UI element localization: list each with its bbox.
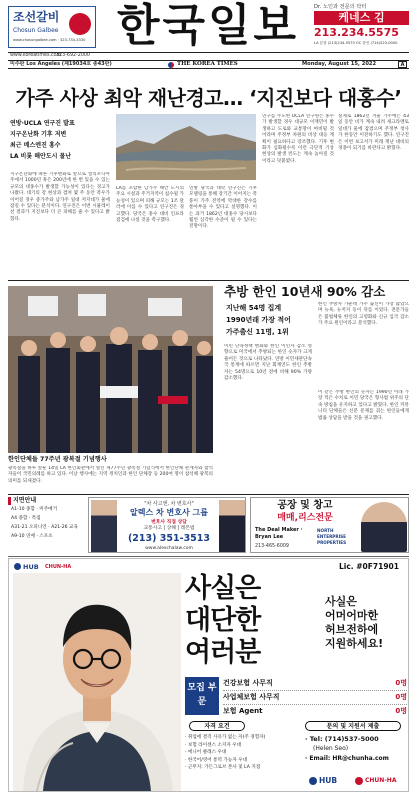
lead-body-col3: 연방 당국과 대학 연구진은 기후 모델링을 통해 장기간 이어지는 폭풍이 가주 전역에 막대한 강수를 쏟아부을 수 있다고 설명했다. 이는 과거 1862년 대홍수 당시보다 훨씬 심각한 수준이 될 수 있다는 전망이다.	[189, 186, 257, 230]
masthead-website: www.koreatimes.com	[10, 53, 62, 58]
second-body-col1: 이민 단속정책 변화와 한인 이민자 감소 영향으로 미국에서 추방되는 한인 숫자가 크게 줄어든 것으로 나타났다. 연방 이민세관단속국 통계에 따르면 지난 회계연도 한인 추방자는 54명으로 10년 전에 비해 90% 가량 감소했다.	[224, 344, 312, 382]
lawyer-ad-name: 알렉스 차 변호사 그룹	[130, 508, 208, 517]
second-deck-line: 가주출신 11명, 1위	[226, 328, 289, 336]
qual-item: · 한국어/영어 통역 가능자 우대	[185, 757, 248, 763]
ceremony-crowd-image	[8, 286, 213, 453]
lead-body-col5: 실제로 1862년 겨울 가주에는 43일 동안 비가 계속 내려 새크라멘토 일대가 물에 잠겼으며 주정부 청사가 한동안 이전하기도 했다. 연구진은 이번 보고서가 미래 재난 대비의 경종이 되기를 바란다고 밝혔다.	[338, 114, 409, 152]
galbi-logo-icon	[69, 13, 91, 35]
photo-caption-text: 광복절을 하루 앞둔 14일 LA 한인회관에서 열린 제77주년 광복절 기념식에서 한인단체 관계자와 참석자들이 국민의례를 하고 있다. 이날 행사에는 지역 정치인과 한인 단체장 등 200여 명이 참석해 광복의 의미를 되새겼다.	[8, 466, 213, 484]
hub-logo-text: HUB	[23, 562, 39, 571]
hub-big-line2: 대단한	[185, 605, 261, 636]
lead-deck-line: 연방·UCLA 연구진 발표	[10, 120, 75, 127]
lead-deck-line: 최근 메스엔진 홍수	[10, 142, 61, 149]
re-ad-company: NORTH ENTERPRISE PROPERTIES	[317, 528, 347, 545]
masthead-left-ad[interactable]	[8, 6, 96, 48]
index-item[interactable]: A1-10 종합 · 미주매거	[11, 506, 58, 512]
doctor-ad-line1: Dr. 노인과 전문의 닥터	[314, 4, 367, 10]
paper-name-logo-icon	[168, 62, 174, 68]
issue-date: Monday, August 15, 2022	[302, 61, 377, 67]
lawyer-photo	[91, 500, 117, 552]
newspaper-title: 한국일보	[116, 0, 299, 51]
contact-name: (Helen Seo)	[313, 745, 349, 752]
galbi-ad-sub: Chosun Galbee	[13, 27, 59, 34]
recruit-item-label: 건강보험 사무직	[223, 679, 273, 687]
flood-landscape-image	[116, 114, 256, 180]
hub-side-line: 사실은	[325, 595, 357, 608]
re-ad-sub: 매매,리스전문	[277, 513, 333, 523]
lead-body-col1: 지구온난화에 따른 기후변화로 앞으로 캘리포니아 주에서 1000년 혹은 200년에 한 번 있을 수 있는 규모의 대홍수가 발생할 가능성이 있다는 경고가 나왔다. 대기의 강 현상과 겹쳐 몇 주 동안 폭우가 이어질 경우 중가주와 남가주 일대 저지대가 물에 잠길 수 있다는 분석이다. 연구진은 이번 시뮬레이션 결과가 지진보다 더 큰 피해를 줄 수 있다고 밝혔다.	[10, 172, 110, 222]
qual-item: · 보험 라이센스 소지자 우대	[185, 742, 242, 748]
lead-deck	[10, 118, 110, 162]
recruit-item-count: 0명	[395, 707, 407, 715]
qual-title: 자격 요건	[189, 721, 245, 731]
paper-name-en: THE KOREA TIMES	[177, 61, 238, 67]
index-title: 지면안내	[8, 497, 86, 505]
hub-side-line: 어머어마한	[325, 609, 379, 622]
smiling-man-image	[13, 573, 181, 791]
section-divider	[8, 494, 409, 495]
section-divider	[8, 280, 409, 281]
lawyer-ad-sub: 변호사 직접 상담	[151, 520, 187, 525]
qual-item: · 근무지: 가든그로브 본사 및 LA 지점	[185, 765, 261, 770]
lawyer-ad[interactable]	[88, 497, 246, 553]
doctor-ad-addr: LA 본점 (213)234-5575 OC 한인 (714)523-0000	[314, 41, 398, 45]
index-item[interactable]: A4 종합 · 특집	[11, 515, 41, 521]
galbi-ad-title: 조선갈비	[13, 10, 60, 24]
contact-tel[interactable]: · Tel: (714)537-5000	[305, 735, 379, 743]
hub-footer-logo-icon	[309, 777, 317, 785]
qual-list	[185, 734, 295, 772]
index-box	[8, 497, 86, 553]
recruit-item-count: 0명	[395, 693, 407, 701]
galbi-ad-line: www.chosungalbee.com · 323-734-3330	[13, 38, 86, 42]
re-ad-name: The Deal Maker · Bryan Lee	[255, 527, 303, 540]
index-item[interactable]: A31-21 오피니언 · A21-26 교육	[11, 524, 78, 530]
lead-body-col2: LA를 포함한 남가주 해안 도시의 주요 시설과 주거지역이 침수될 가능성이 있으며 피해 규모는 1조 달러에 이를 수 있다고 연구진은 경고했다. 당국은 홍수 대비 인프라 점검에 나설 것을 촉구했다.	[116, 186, 184, 224]
lawyer-ad-sub2: 교통사고 | 상해 | 레몬법	[143, 526, 195, 531]
contact-title: 문의 및 지원서 제출	[305, 721, 401, 731]
contact-email[interactable]: · Email: HR@chunha.com	[305, 755, 389, 762]
lawyer-ad-phone[interactable]: (213) 351-3513	[127, 533, 211, 544]
re-agent-photo	[361, 502, 407, 552]
second-deck	[226, 302, 316, 338]
re-ad-title: 공장 및 창고	[277, 500, 333, 511]
recruit-item-count: 0명	[395, 679, 407, 687]
recruit-label: 모집 부문	[185, 677, 219, 715]
section-letter: A	[398, 61, 407, 68]
second-headline[interactable]: 추방 한인 10년새 90% 감소	[224, 284, 386, 299]
hub-big-line3: 여러분	[185, 637, 261, 668]
section-divider	[8, 556, 409, 557]
hub-big-line1: 사실은	[185, 573, 261, 604]
lawyer-photo-2	[219, 500, 245, 552]
hub-model-photo	[13, 573, 181, 791]
lawyer-ad-tag: "차 사고엔, 차 변호사"	[144, 501, 194, 507]
lead-deck-line: LA 비롯 해안도시 물난	[10, 153, 72, 160]
recruit-list	[223, 677, 407, 718]
second-body-col2: 한인 추방자 가운데 가주 출신이 가장 많았으며 뉴욕, 뉴저지 등이 뒤를 이었다. 전문가들은 불법체류 한인의 고령화와 신규 입국 감소가 주요 원인이라고 분석했다.	[318, 302, 409, 327]
hub-ad[interactable]	[8, 558, 409, 792]
recruit-item-label: 보험 Agent	[223, 707, 263, 715]
hub-side-line: 허브전하에	[325, 623, 379, 636]
license-number: Lic. #0F71901	[339, 562, 399, 571]
masthead-right-ad[interactable]	[312, 4, 410, 48]
qual-item: · 취업에 결격 사유가 없는 자(주 경험자)	[185, 735, 266, 740]
hub-footer-partner-icon	[355, 777, 363, 785]
hub-side-copy	[325, 595, 409, 651]
re-ad-phone[interactable]: 213-465-6009	[255, 544, 289, 549]
real-estate-ad[interactable]	[250, 497, 409, 553]
second-deck-line: 지난해 54명 집계	[226, 304, 282, 312]
lead-body-col4: 연구를 주도한 UCLA 연구원은 홍수가 발생할 경우 대규모 이재민이 발생하고 도로와 교통망이 마비될 것이라며 주정부 차원의 비상 대응 계획이 필요하다고 강조했다. 기후 변화가 심화될수록 이런 극단적 기상 현상의 발생 빈도는 계속 높아질 것이라고 덧붙였다.	[262, 114, 334, 164]
doctor-ad-phone: 213.234.5575	[314, 26, 399, 39]
ceremony-photo	[8, 286, 213, 453]
second-deck-line: 1990년래 가장 적어	[226, 316, 291, 324]
recruit-item	[223, 705, 407, 718]
qual-item: · 에니어 클래스 우대	[185, 750, 227, 755]
lead-deck-line: 지구온난화 기후 저변	[10, 131, 67, 138]
hub-footer-brand: HUB	[319, 776, 338, 785]
recruit-item-label: 사업체보험 사무직	[223, 693, 280, 701]
second-body-col3: 이 같은 추방 한인의 숫자는 1990년 이래 가장 적은 수치로 이민 당국은 형사범 위주의 단속 방침을 유지하고 있다고 밝혔다. 한인 커뮤니티 단체들은 신분 문제를 겪는 한인들에게 법률 상담을 받을 것을 권고했다.	[318, 390, 409, 421]
doctor-ad-name: 케네스 김	[314, 11, 409, 25]
recruit-item	[223, 677, 407, 691]
lawyer-ad-web[interactable]: www.alexchalaw.com	[145, 546, 193, 551]
chunha-logo-text: CHUN-HA	[45, 563, 72, 570]
lead-photo	[116, 114, 256, 180]
hub-logo-icon	[14, 563, 21, 570]
index-item[interactable]: A9-10 연예 · 스포츠	[11, 533, 53, 539]
lead-headline[interactable]: 가주 사상 최악 재난경고… ‘지진보다 대홍수’	[15, 86, 402, 110]
edition-info: 미주판 Los Angeles (제19034호 종43판)	[10, 61, 112, 67]
photo-caption-title: 한인단체들 77주년 광복절 기념행사	[8, 456, 107, 463]
recruit-item	[223, 691, 407, 705]
hub-side-line: 지원하세요!	[325, 637, 384, 650]
masthead-phone: 323-692-2000	[56, 53, 90, 58]
hub-footer-partner: CHUN-HA	[365, 777, 397, 784]
